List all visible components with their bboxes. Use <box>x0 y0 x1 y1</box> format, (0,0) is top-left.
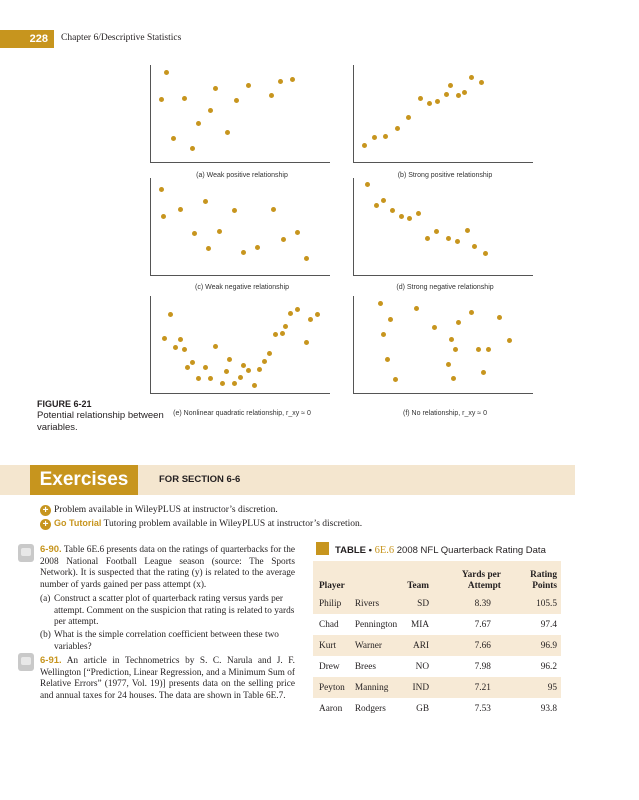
data-point <box>182 96 187 101</box>
data-point <box>399 214 404 219</box>
data-point <box>225 130 230 135</box>
table-row <box>313 656 561 677</box>
legend-wileyplus <box>40 505 278 516</box>
part-label: (b) <box>40 630 51 640</box>
x-axis <box>353 275 533 276</box>
table-cell: Kurt <box>319 640 337 651</box>
data-point <box>448 83 453 88</box>
panel-caption: (d) Strong negative relationship <box>396 284 494 291</box>
data-point <box>164 70 169 75</box>
data-point <box>246 83 251 88</box>
data-point <box>383 134 388 139</box>
legend-text: Tutoring problem available in WileyPLUS at instructor’s discretion. <box>103 519 363 529</box>
x-axis <box>150 162 330 163</box>
data-point <box>257 367 262 372</box>
table-cell: 105.5 <box>536 598 557 609</box>
scatter-panel <box>150 296 330 394</box>
data-point <box>283 324 288 329</box>
table-cell: 7.67 <box>433 614 505 635</box>
table-cell: Drew <box>313 656 349 677</box>
table-cell: Peyton <box>319 682 345 693</box>
y-axis <box>150 65 151 163</box>
data-point <box>162 336 167 341</box>
table-cell: SD <box>417 598 430 609</box>
data-point <box>173 345 178 350</box>
data-point <box>507 338 512 343</box>
data-point <box>472 244 477 249</box>
x-axis <box>150 275 330 276</box>
data-point <box>479 80 484 85</box>
data-point <box>385 357 390 362</box>
table-cell: 7.21 <box>474 682 491 693</box>
data-point <box>469 75 474 80</box>
table-title <box>316 542 546 556</box>
legend-go-tutorial <box>40 518 362 530</box>
scatter-panel <box>353 65 533 163</box>
data-point <box>196 376 201 381</box>
table-cell: Rivers <box>354 598 380 609</box>
data-point <box>449 337 454 342</box>
data-point <box>416 211 421 216</box>
table-cell: 95 <box>547 682 557 693</box>
data-point <box>288 311 293 316</box>
table-row <box>313 614 561 635</box>
go-tutorial-tag: Go Tutorial <box>54 518 102 528</box>
data-point <box>234 98 239 103</box>
table-cell: Brees <box>349 656 401 677</box>
table-cell: GB <box>401 698 433 719</box>
part-text: Construct a scatter plot of quarterback rating versus yards per attempt. Comment on the suspicion that rating is related to yards per attempt. <box>54 594 295 627</box>
data-point <box>217 229 222 234</box>
data-point <box>483 251 488 256</box>
data-point <box>393 377 398 382</box>
panel-caption: (c) Weak negative relationship <box>194 284 290 291</box>
data-point <box>280 331 285 336</box>
y-axis <box>353 65 354 163</box>
data-point <box>497 315 502 320</box>
col-header: Rating Points <box>530 570 557 591</box>
scatter-panel <box>150 178 330 276</box>
data-point <box>388 317 393 322</box>
table-cell: ARI <box>413 640 430 651</box>
x-axis <box>353 393 533 394</box>
data-point <box>271 207 276 212</box>
data-point <box>395 126 400 131</box>
data-point <box>456 93 461 98</box>
data-point <box>196 121 201 126</box>
table-number: 6E.6 <box>374 545 395 556</box>
qb-rating-table <box>313 561 561 719</box>
page-number: 228 <box>0 30 54 48</box>
wileyplus-icon <box>18 653 34 671</box>
table-cell: Pennington <box>349 614 401 635</box>
wileyplus-icon <box>18 544 34 562</box>
data-point <box>446 236 451 241</box>
y-axis <box>353 178 354 276</box>
data-point <box>159 97 164 102</box>
figure-label: FIGURE 6-21 <box>37 399 92 409</box>
part-label: (a) <box>40 594 51 604</box>
table-row <box>313 593 561 614</box>
table-cell: 7.53 <box>433 698 505 719</box>
data-point <box>381 198 386 203</box>
plus-icon: + <box>40 519 51 530</box>
table-cell: Warner <box>354 640 382 651</box>
data-point <box>171 136 176 141</box>
data-point <box>203 199 208 204</box>
data-point <box>178 207 183 212</box>
scatter-panel <box>353 296 533 394</box>
part-text: What is the simple correlation coefficient between these two variables? <box>54 630 279 652</box>
data-point <box>227 357 232 362</box>
data-point <box>295 230 300 235</box>
data-point <box>486 347 491 352</box>
data-point <box>453 347 458 352</box>
data-point <box>444 92 449 97</box>
table-cell: 7.98 <box>433 656 505 677</box>
data-point <box>362 143 367 148</box>
x-axis <box>353 162 533 163</box>
data-point <box>407 216 412 221</box>
data-point <box>246 368 251 373</box>
data-point <box>425 236 430 241</box>
table-cell: Philip <box>319 598 342 609</box>
data-point <box>290 77 295 82</box>
data-point <box>255 245 260 250</box>
data-point <box>241 250 246 255</box>
chapter-title: Chapter 6/Descriptive Statistics <box>61 33 182 43</box>
col-header <box>349 561 401 593</box>
data-point <box>224 369 229 374</box>
data-point <box>281 237 286 242</box>
data-point <box>220 381 225 386</box>
table-caption: 2008 NFL Quarterback Rating Data <box>396 545 546 556</box>
data-point <box>365 182 370 187</box>
table-cell: IND <box>412 682 430 693</box>
data-point <box>308 317 313 322</box>
table-cell: 93.8 <box>505 698 561 719</box>
data-point <box>476 347 481 352</box>
problem-part-b <box>40 630 295 653</box>
data-point <box>295 307 300 312</box>
data-point <box>378 301 383 306</box>
data-point <box>238 375 243 380</box>
data-point <box>273 332 278 337</box>
data-point <box>451 376 456 381</box>
data-point <box>455 239 460 244</box>
data-point <box>406 115 411 120</box>
data-point <box>481 370 486 375</box>
table-cell: Manning <box>354 682 389 693</box>
scatter-panel <box>353 178 533 276</box>
data-point <box>304 340 309 345</box>
data-point <box>192 231 197 236</box>
y-axis <box>150 178 151 276</box>
y-axis <box>150 296 151 394</box>
data-point <box>278 79 283 84</box>
data-point <box>232 381 237 386</box>
table-row <box>313 677 561 698</box>
data-point <box>190 360 195 365</box>
data-point <box>241 363 246 368</box>
data-point <box>161 214 166 219</box>
data-point <box>427 101 432 106</box>
data-point <box>262 359 267 364</box>
data-point <box>465 228 470 233</box>
section-heading: FOR SECTION 6-6 <box>159 474 241 485</box>
table-marker-icon <box>316 542 329 555</box>
panel-caption: (f) No relationship, r_xy ≈ 0 <box>403 410 487 417</box>
data-point <box>414 306 419 311</box>
data-point <box>390 208 395 213</box>
data-point <box>434 229 439 234</box>
table-cell: MIA <box>401 614 433 635</box>
figure-caption: Potential relationship between variables. <box>37 410 164 433</box>
problem-6-90 <box>40 544 295 591</box>
col-header: Player <box>319 580 345 591</box>
problem-part-a <box>40 594 295 629</box>
problem-number: 6-90. <box>40 544 62 555</box>
data-point <box>168 312 173 317</box>
table-cell: NO <box>401 656 433 677</box>
table-cell: Chad <box>313 614 349 635</box>
data-point <box>267 351 272 356</box>
data-point <box>190 146 195 151</box>
data-point <box>252 383 257 388</box>
data-point <box>469 310 474 315</box>
data-point <box>213 86 218 91</box>
table-cell: 96.9 <box>540 640 557 651</box>
table-cell: 97.4 <box>505 614 561 635</box>
data-point <box>374 203 379 208</box>
data-point <box>182 347 187 352</box>
data-point <box>315 312 320 317</box>
table-header-row <box>313 561 561 593</box>
exercises-heading: Exercises <box>30 465 138 495</box>
problem-number: 6-91. <box>40 655 62 666</box>
table-cell: 7.66 <box>474 640 491 651</box>
table-cell: Rodgers <box>349 698 401 719</box>
legend-text: Problem available in WileyPLUS at instructor’s discretion. <box>54 505 278 515</box>
data-point <box>208 108 213 113</box>
data-point <box>185 365 190 370</box>
data-point <box>435 99 440 104</box>
table-cell: 96.2 <box>505 656 561 677</box>
panel-caption: (e) Nonlinear quadratic relationship, r_xy ≈ 0 <box>173 410 311 417</box>
data-point <box>269 93 274 98</box>
table-row <box>313 635 561 656</box>
data-point <box>462 90 467 95</box>
data-point <box>203 365 208 370</box>
data-point <box>213 344 218 349</box>
table-cell: Aaron <box>313 698 349 719</box>
plus-icon: + <box>40 505 51 516</box>
data-point <box>372 135 377 140</box>
data-point <box>446 362 451 367</box>
data-point <box>208 376 213 381</box>
data-point <box>418 96 423 101</box>
table-cell: 8.39 <box>474 598 491 609</box>
table-prefix: TABLE • <box>335 545 372 556</box>
scatter-panel <box>150 65 330 163</box>
y-axis <box>353 296 354 394</box>
data-point <box>178 337 183 342</box>
problem-text: Table 6E.6 presents data on the ratings of quarterbacks for the 2008 National Football League season (source: The Sports Network). It is suspected that the rating (y) is related to the average number of yards gained per pass attempt (x). <box>40 545 295 590</box>
data-point <box>456 320 461 325</box>
data-point <box>304 256 309 261</box>
data-point <box>206 246 211 251</box>
panel-caption: (a) Weak positive relationship <box>196 172 288 179</box>
panel-caption: (b) Strong positive relationship <box>397 172 493 179</box>
data-point <box>159 187 164 192</box>
table-row <box>313 698 561 719</box>
data-point <box>381 332 386 337</box>
col-header: Yards per Attempt <box>461 570 501 591</box>
problem-6-91 <box>40 655 295 702</box>
data-point <box>432 325 437 330</box>
problem-text: An article in Technometrics by S. C. Narula and J. F. Wellington [“Prediction, Linear Regression, and a Minimum Sum of Relative Errors” (1977, Vol. 19)] presents data on the selling price and annual taxes for 24 houses. The data are shown in Table 6E.7. <box>40 656 295 701</box>
col-header: Team <box>407 580 430 591</box>
x-axis <box>150 393 330 394</box>
data-point <box>232 208 237 213</box>
